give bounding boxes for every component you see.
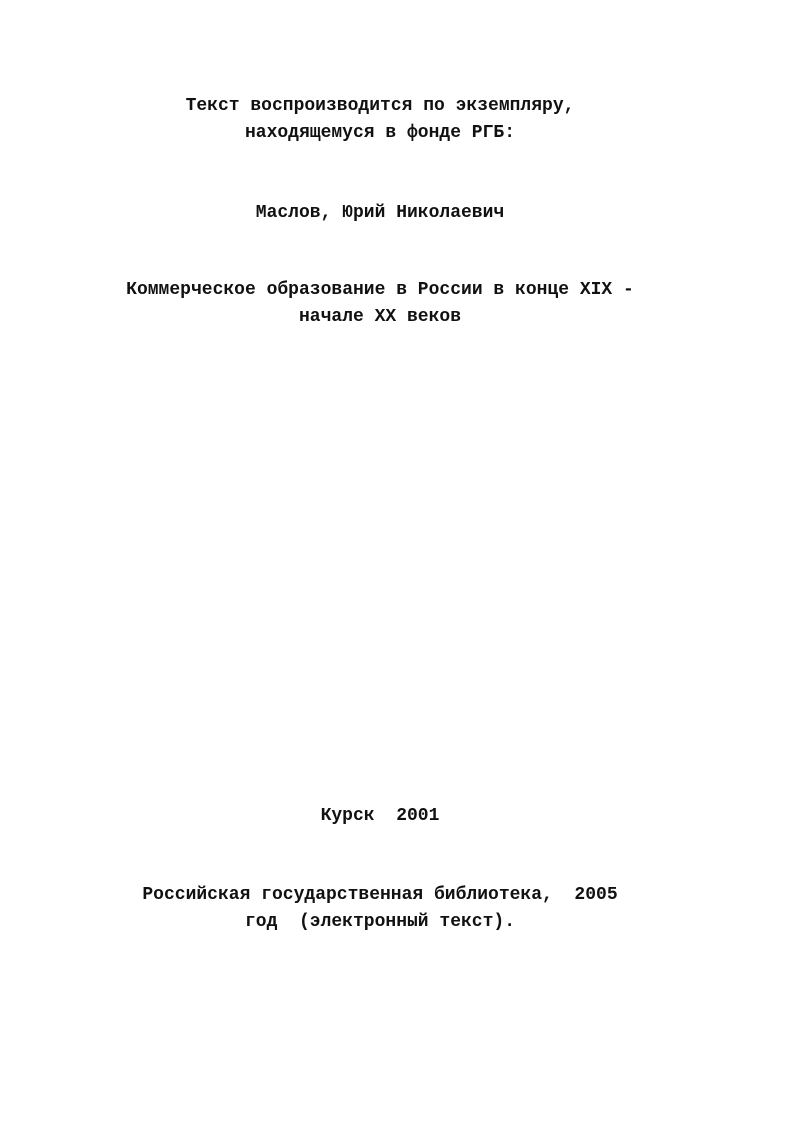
author-name [0, 200, 760, 227]
place-and-year-text: Курск 2001 [320, 806, 440, 826]
source-notice-line-1: Текст воспроизводится по экземпляру, [185, 96, 575, 116]
place-and-year [0, 803, 760, 830]
source-notice [0, 93, 760, 147]
work-title [0, 277, 760, 331]
source-notice-line-2: находящемуся в фонде РГБ: [244, 123, 516, 143]
library-footer-line-2: год (электронный текст). [244, 912, 516, 932]
library-footer-line-1: Российская государственная библиотека, 2005 [142, 885, 618, 905]
work-title-line-2: начале XX веков [298, 307, 462, 327]
author-name-text: Маслов, Юрий Николаевич [255, 203, 505, 223]
library-footer [0, 882, 760, 936]
work-title-line-1: Коммерческое образование в России в конце XIX - [126, 280, 634, 300]
